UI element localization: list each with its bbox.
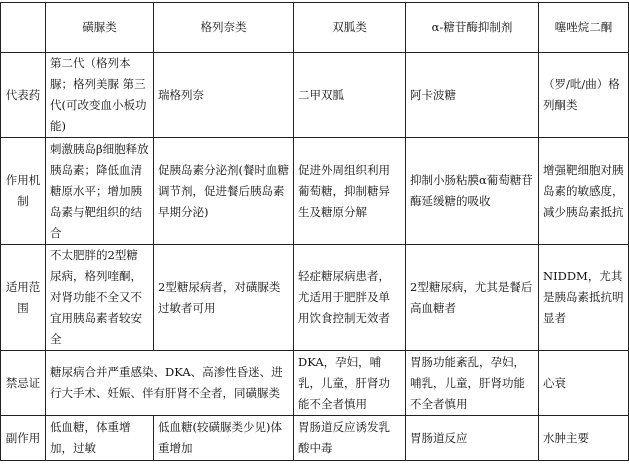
row-indication-scope	[1, 245, 629, 351]
row-mechanism	[1, 138, 629, 245]
cell-side-effect-biguanides: 胃肠道反应诱发乳酸中毒	[294, 416, 406, 461]
cell-representative-sulfonylureas: 第二代（格列本脲；格列美脲 第三代(可改变血小板功能)	[46, 53, 154, 138]
cell-contraindication-biguanides: DKA，孕妇，哺乳，儿童，肝肾功能不全者慎用	[294, 351, 406, 416]
row-contraindication	[1, 351, 629, 416]
cell-scope-biguanides: 轻症糖尿病患者，尤适用于肥胖及单用饮食控制无效者	[294, 245, 406, 351]
cell-side-effect-sulfonylureas: 低血糖，体重增加，过敏	[46, 416, 154, 461]
cell-contraindication-sulfonylureas-glinides: 糖尿病合并严重感染、DKA、高渗性昏迷、进行大手术、妊娠、伴有肝肾不全者，同磺脲类	[46, 351, 294, 416]
cell-mechanism-alpha-glucosidase: 抑制小肠粘膜α葡萄糖苷酶延缓糖的吸收	[406, 138, 539, 245]
cell-mechanism-glinides: 促胰岛素分泌剂(餐时血糖调节剂，促进餐后胰岛素早期分泌)	[154, 138, 294, 245]
row-label-scope: 适用范围	[1, 245, 46, 351]
cell-scope-glinides: 2型糖尿病者，对磺脲类过敏者可用	[154, 245, 294, 351]
cell-side-effect-thiazolidinediones: 水肿主要	[539, 416, 629, 461]
cell-mechanism-biguanides: 促进外周组织利用葡萄糖，抑制糖异生及糖原分解	[294, 138, 406, 245]
cell-scope-alpha-glucosidase: 2型糖尿病，尤其是餐后高血糖者	[406, 245, 539, 351]
row-label-contraindication: 禁忌证	[1, 351, 46, 416]
cell-representative-thiazolidinediones: （罗/吡/曲）格列酮类	[539, 53, 629, 138]
antidiabetic-drug-comparison-table	[0, 2, 629, 461]
cell-representative-glinides: 瑞格列奈	[154, 53, 294, 138]
header-cell-blank	[1, 3, 46, 53]
header-cell-sulfonylureas: 磺脲类	[46, 3, 154, 53]
row-label-representative: 代表药	[1, 53, 46, 138]
cell-contraindication-alpha-glucosidase: 胃肠功能紊乱，孕妇，哺乳，儿童，肝肾功能不全者慎用	[406, 351, 539, 416]
row-side-effect	[1, 416, 629, 461]
header-cell-glinides: 格列奈类	[154, 3, 294, 53]
cell-mechanism-sulfonylureas: 刺激胰岛β细胞释放胰岛素；降低血清糖原水平；增加胰岛素与靶组织的结合	[46, 138, 154, 245]
cell-contraindication-thiazolidinediones: 心衰	[539, 351, 629, 416]
header-cell-biguanides: 双胍类	[294, 3, 406, 53]
cell-side-effect-glinides: 低血糖(较磺脲类少见)体重增加	[154, 416, 294, 461]
header-cell-thiazolidinediones: 噻唑烷二酮	[539, 3, 629, 53]
cell-scope-sulfonylureas: 不太肥胖的2型糖尿病，格列喹酮，对肾功能不全又不宜用胰岛素者较安全	[46, 245, 154, 351]
row-label-side-effect: 副作用	[1, 416, 46, 461]
row-representative-drug	[1, 53, 629, 138]
cell-mechanism-thiazolidinediones: 增强靶细胞对胰岛素的敏感度，减少胰岛素抵抗	[539, 138, 629, 245]
cell-representative-biguanides: 二甲双胍	[294, 53, 406, 138]
header-cell-alpha-glucosidase-inhibitors: α-糖苷酶抑制剂	[406, 3, 539, 53]
header-row	[1, 3, 629, 53]
cell-representative-alpha-glucosidase: 阿卡波糖	[406, 53, 539, 138]
row-label-mechanism: 作用机制	[1, 138, 46, 245]
cell-side-effect-alpha-glucosidase: 胃肠道反应	[406, 416, 539, 461]
cell-scope-thiazolidinediones: NIDDM，尤其是胰岛素抵抗明显者	[539, 245, 629, 351]
